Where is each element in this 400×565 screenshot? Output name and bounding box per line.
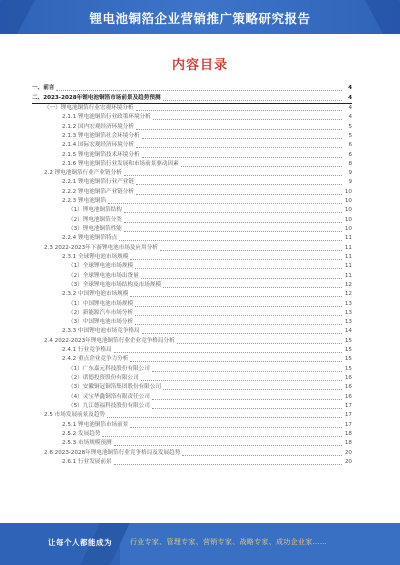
- toc-entry-page: 20: [344, 458, 352, 465]
- toc-entry[interactable]: [32, 411, 352, 420]
- toc-entry-page: 5: [348, 132, 352, 139]
- toc-entry[interactable]: [32, 187, 352, 196]
- toc-leader-dots: [130, 258, 342, 260]
- toc-entry[interactable]: [32, 122, 352, 131]
- toc-leader-dots: [152, 370, 342, 372]
- toc-entry[interactable]: [32, 309, 352, 318]
- toc-leader-dots: [130, 360, 342, 362]
- toc-leader-dots: [124, 174, 342, 176]
- toc-leader-dots: [119, 239, 342, 241]
- toc-entry-label: 一、前言: [32, 85, 55, 92]
- toc-entry-page: 11: [344, 235, 352, 242]
- toc-entry-page: 15: [344, 337, 352, 344]
- toc-entry-page: 9: [348, 170, 352, 177]
- toc-entry[interactable]: [32, 392, 352, 401]
- toc-entry-label: （1）全球锂电池市场规模: [68, 263, 134, 270]
- toc-entry-page: 13: [344, 319, 352, 326]
- toc-leader-dots: [130, 426, 342, 428]
- toc-entry[interactable]: [32, 150, 352, 159]
- toc-entry-label: 2.1.1 锂电池铜箔行业政策环境分析: [62, 114, 151, 121]
- toc-leader-dots: [136, 193, 342, 195]
- toc-entry-label: （3）全球锂电池市场结构及市场规模: [68, 281, 162, 288]
- toc-entry[interactable]: [32, 420, 352, 429]
- toc-leader-dots: [114, 351, 342, 353]
- toc-entry-page: 9: [348, 179, 352, 186]
- toc-entry-page: 17: [344, 412, 352, 419]
- toc-leader-dots: [124, 221, 342, 223]
- toc-entry-label: 2.5.3 市场规模预测: [62, 440, 112, 447]
- toc-entry-page: 6: [348, 142, 352, 149]
- toc-entry-page: 5: [348, 123, 352, 130]
- toc-leader-dots: [141, 379, 342, 381]
- toc-entry-label: （1）锂电池铜箔结构: [68, 207, 122, 214]
- toc-entry-label: 2.2.1 锂电池铜箔行业产业链: [62, 179, 134, 186]
- toc-entry-label: （5）九江德福科技股份有限公司: [68, 402, 150, 409]
- toc-entry-page: 8: [348, 160, 352, 167]
- toc-entry[interactable]: [32, 383, 352, 392]
- toc-entry-label: 2.1.2 国内宏观经济环境分析: [62, 123, 134, 130]
- table-of-contents: [32, 84, 352, 467]
- toc-entry-label: （一）锂电池铜箔行业宏观环境分析: [44, 104, 134, 111]
- toc-entry-label: 2.4 2022-2023年锂电池铜箔行业企业竞争格局分析: [44, 337, 175, 344]
- toc-entry-page: 16: [344, 384, 352, 391]
- toc-entry-page: 4: [348, 85, 352, 92]
- toc-entry[interactable]: [32, 169, 352, 178]
- toc-entry[interactable]: [32, 160, 352, 169]
- toc-entry-page: 15: [344, 347, 352, 354]
- toc-entry-page: 11: [344, 253, 352, 260]
- toc-leader-dots: [102, 435, 342, 437]
- toc-entry-label: 2.3 2022-2023年下游锂电池市场及应用分析: [44, 244, 158, 251]
- toc-entry-label: 2.3.3 中国锂电池市场竞争格局: [62, 328, 140, 335]
- toc-entry-label: 2.2 锂电池铜箔行业产业链分析: [44, 170, 122, 177]
- toc-entry-page: 20: [344, 449, 352, 456]
- toc-entry-page: 18: [344, 430, 352, 437]
- footer-tagline: 行业专家、管理专家、营销专家、战略专家、成功企业家……: [130, 538, 328, 546]
- toc-entry[interactable]: [32, 243, 352, 252]
- toc-entry-page: 16: [344, 375, 352, 381]
- toc-entry[interactable]: [32, 225, 352, 234]
- toc-entry-label: 2.5 市场发展前景及趋势: [44, 412, 106, 419]
- toc-entry-label: 2.1.6 锂电池铜箔行业发展和市场前景驱动因素: [62, 160, 179, 167]
- toc-entry-label: 2.1.5 锂电池铜箔技术环境分析: [62, 151, 140, 158]
- toc-entry-label: 2.3.1 全球锂电池市场规模: [62, 253, 129, 260]
- toc-entry[interactable]: [32, 290, 352, 299]
- toc-entry-label: 2.6 2023-2028年锂电池铜箔行业竞争格局及发展趋势: [44, 449, 181, 456]
- toc-entry-page: 10: [344, 188, 352, 195]
- toc-entry[interactable]: [32, 93, 352, 102]
- footer-slogan: 让每个人都能成为: [48, 538, 112, 547]
- toc-entry-label: （2）诺德投资股份有限公司: [68, 375, 139, 381]
- toc-entry-page: 10: [344, 198, 352, 205]
- toc-entry[interactable]: [32, 374, 352, 383]
- toc-entry-page: 15: [344, 356, 352, 363]
- toc-leader-dots: [114, 444, 342, 446]
- page-header: [0, 0, 400, 34]
- toc-heading: 内容目录: [171, 58, 228, 73]
- toc-entry[interactable]: [32, 299, 352, 308]
- toc-entry[interactable]: [32, 253, 352, 262]
- toc-entry-label: 2.1.3 锂电池铜箔社会环境分析: [62, 132, 140, 139]
- toc-entry-page: 13: [344, 309, 352, 316]
- toc-entry[interactable]: [32, 215, 352, 224]
- toc-leader-dots: [142, 137, 342, 139]
- toc-entry[interactable]: [32, 197, 352, 206]
- toc-entry[interactable]: [32, 327, 352, 336]
- toc-entry[interactable]: [32, 346, 352, 355]
- toc-leader-dots: [136, 109, 342, 111]
- toc-entry-label: （1）广东嘉元科技股份有限公司: [68, 365, 150, 372]
- toc-entry[interactable]: [32, 234, 352, 243]
- toc-entry-page: 4: [348, 94, 352, 101]
- toc-entry[interactable]: [32, 439, 352, 448]
- toc-entry-label: 2.2.3 锂电池铜箔: [62, 198, 106, 205]
- toc-entry-label: 2.6.1 行业发展前景: [62, 458, 112, 465]
- toc-entry-page: 16: [344, 393, 352, 400]
- toc-entry-label: （2）全球锂电池市场出货量: [68, 272, 139, 279]
- toc-entry-page: 11: [344, 244, 352, 251]
- toc-entry-label: （4）灵宝华鑫铜箔有限责任公司: [68, 393, 150, 400]
- toc-entry-page: 18: [344, 440, 352, 447]
- toc-leader-dots: [163, 388, 342, 390]
- toc-entry[interactable]: [32, 206, 352, 215]
- toc-entry[interactable]: [32, 281, 352, 290]
- toc-entry-page: 17: [344, 421, 352, 428]
- toc-entry[interactable]: [32, 318, 352, 327]
- toc-leader-dots: [136, 146, 342, 148]
- toc-leader-dots: [130, 295, 342, 297]
- toc-entry[interactable]: [32, 178, 352, 187]
- toc-leader-dots: [135, 267, 342, 269]
- toc-leader-dots: [153, 118, 342, 120]
- toc-leader-dots: [141, 277, 342, 279]
- toc-entry-label: 2.5.1 锂电池铜箔市场前景: [62, 421, 129, 428]
- toc-entry-label: 2.3.2 中国锂电池市场规模: [62, 291, 129, 298]
- toc-entry-label: （2）新能源汽车市场分析: [68, 309, 134, 316]
- toc-entry[interactable]: [32, 262, 352, 271]
- toc-entry[interactable]: [32, 430, 352, 439]
- toc-leader-dots: [136, 128, 342, 130]
- toc-entry[interactable]: [32, 364, 352, 373]
- page-footer: [0, 523, 400, 565]
- toc-leader-dots: [163, 286, 342, 288]
- toc-entry-page: 12: [344, 281, 352, 288]
- toc-entry-page: 12: [344, 291, 352, 298]
- toc-leader-dots: [142, 156, 342, 158]
- toc-leader-dots: [182, 454, 342, 456]
- toc-leader-dots: [108, 202, 342, 204]
- toc-leader-dots: [135, 305, 342, 307]
- toc-entry[interactable]: [32, 355, 352, 364]
- toc-entry-page: 10: [344, 216, 352, 223]
- toc-entry-label: （3）锂电池铜箔性能: [68, 226, 122, 232]
- toc-leader-dots: [124, 211, 342, 213]
- toc-entry[interactable]: [32, 336, 352, 345]
- toc-entry-label: （2）锂电池铜箔分类: [68, 216, 122, 223]
- toc-entry-page: 15: [344, 365, 352, 372]
- toc-entry-label: （1）中国锂电池市场规模: [68, 300, 134, 307]
- toc-leader-dots: [107, 416, 342, 418]
- toc-entry[interactable]: [32, 271, 352, 280]
- toc-entry[interactable]: [32, 104, 352, 113]
- toc-entry-page: 6: [348, 151, 352, 158]
- toc-entry-label: 二、2023-2028年锂电池铜箔市场前景及趋势预测: [32, 94, 161, 101]
- toc-leader-dots: [135, 323, 342, 325]
- toc-leader-dots: [152, 398, 342, 400]
- toc-entry-label: 2.2.2 锂电池铜箔产业链分析: [62, 188, 134, 195]
- toc-entry-page: 11: [344, 272, 352, 279]
- toc-entry-label: 2.1.4 国际宏观经济环境分析: [62, 142, 134, 149]
- toc-entry-label: 2.4.1 行业竞争格局: [62, 347, 112, 354]
- toc-entry[interactable]: [32, 141, 352, 150]
- toc-entry-label: 2.2.4 锂电池铜箔特点: [62, 235, 118, 242]
- toc-leader-dots: [177, 342, 342, 344]
- toc-leader-dots: [152, 407, 342, 409]
- toc-entry[interactable]: [32, 402, 352, 411]
- toc-leader-dots: [56, 89, 342, 91]
- toc-entry-page: 4: [348, 114, 352, 121]
- toc-entry[interactable]: [32, 113, 352, 122]
- toc-entry[interactable]: [32, 448, 352, 457]
- toc-leader-dots: [124, 230, 342, 232]
- toc-leader-dots: [142, 332, 342, 334]
- toc-entry-label: （3）中国锂电池市场分析: [68, 319, 134, 326]
- toc-leader-dots: [160, 249, 342, 251]
- toc-entry-label: 2.4.2 重点企业竞争力分析: [62, 356, 129, 363]
- toc-leader-dots: [163, 99, 342, 101]
- toc-entry-label: 2.5.2 发展趋势: [62, 430, 101, 437]
- toc-entry-page: 10: [344, 226, 352, 232]
- toc-entry[interactable]: [32, 458, 352, 467]
- toc-entry[interactable]: [32, 84, 352, 93]
- toc-entry-label: （3）安徽铜冠铜箔集团股份有限公司: [68, 384, 162, 391]
- toc-entry-page: 14: [344, 328, 352, 335]
- toc-leader-dots: [114, 463, 342, 465]
- toc-leader-dots: [135, 314, 342, 316]
- toc-entry-page: 13: [344, 300, 352, 307]
- toc-leader-dots: [136, 183, 342, 185]
- toc-entry-page: 4: [348, 104, 352, 111]
- toc-entry[interactable]: [32, 132, 352, 141]
- toc-leader-dots: [181, 165, 342, 167]
- toc-entry-page: 17: [344, 402, 352, 409]
- toc-entry-page: 11: [344, 263, 352, 270]
- toc-entry-page: 10: [344, 207, 352, 214]
- report-title: 锂电池铜箔企业营销推广策略研究报告: [89, 11, 311, 26]
